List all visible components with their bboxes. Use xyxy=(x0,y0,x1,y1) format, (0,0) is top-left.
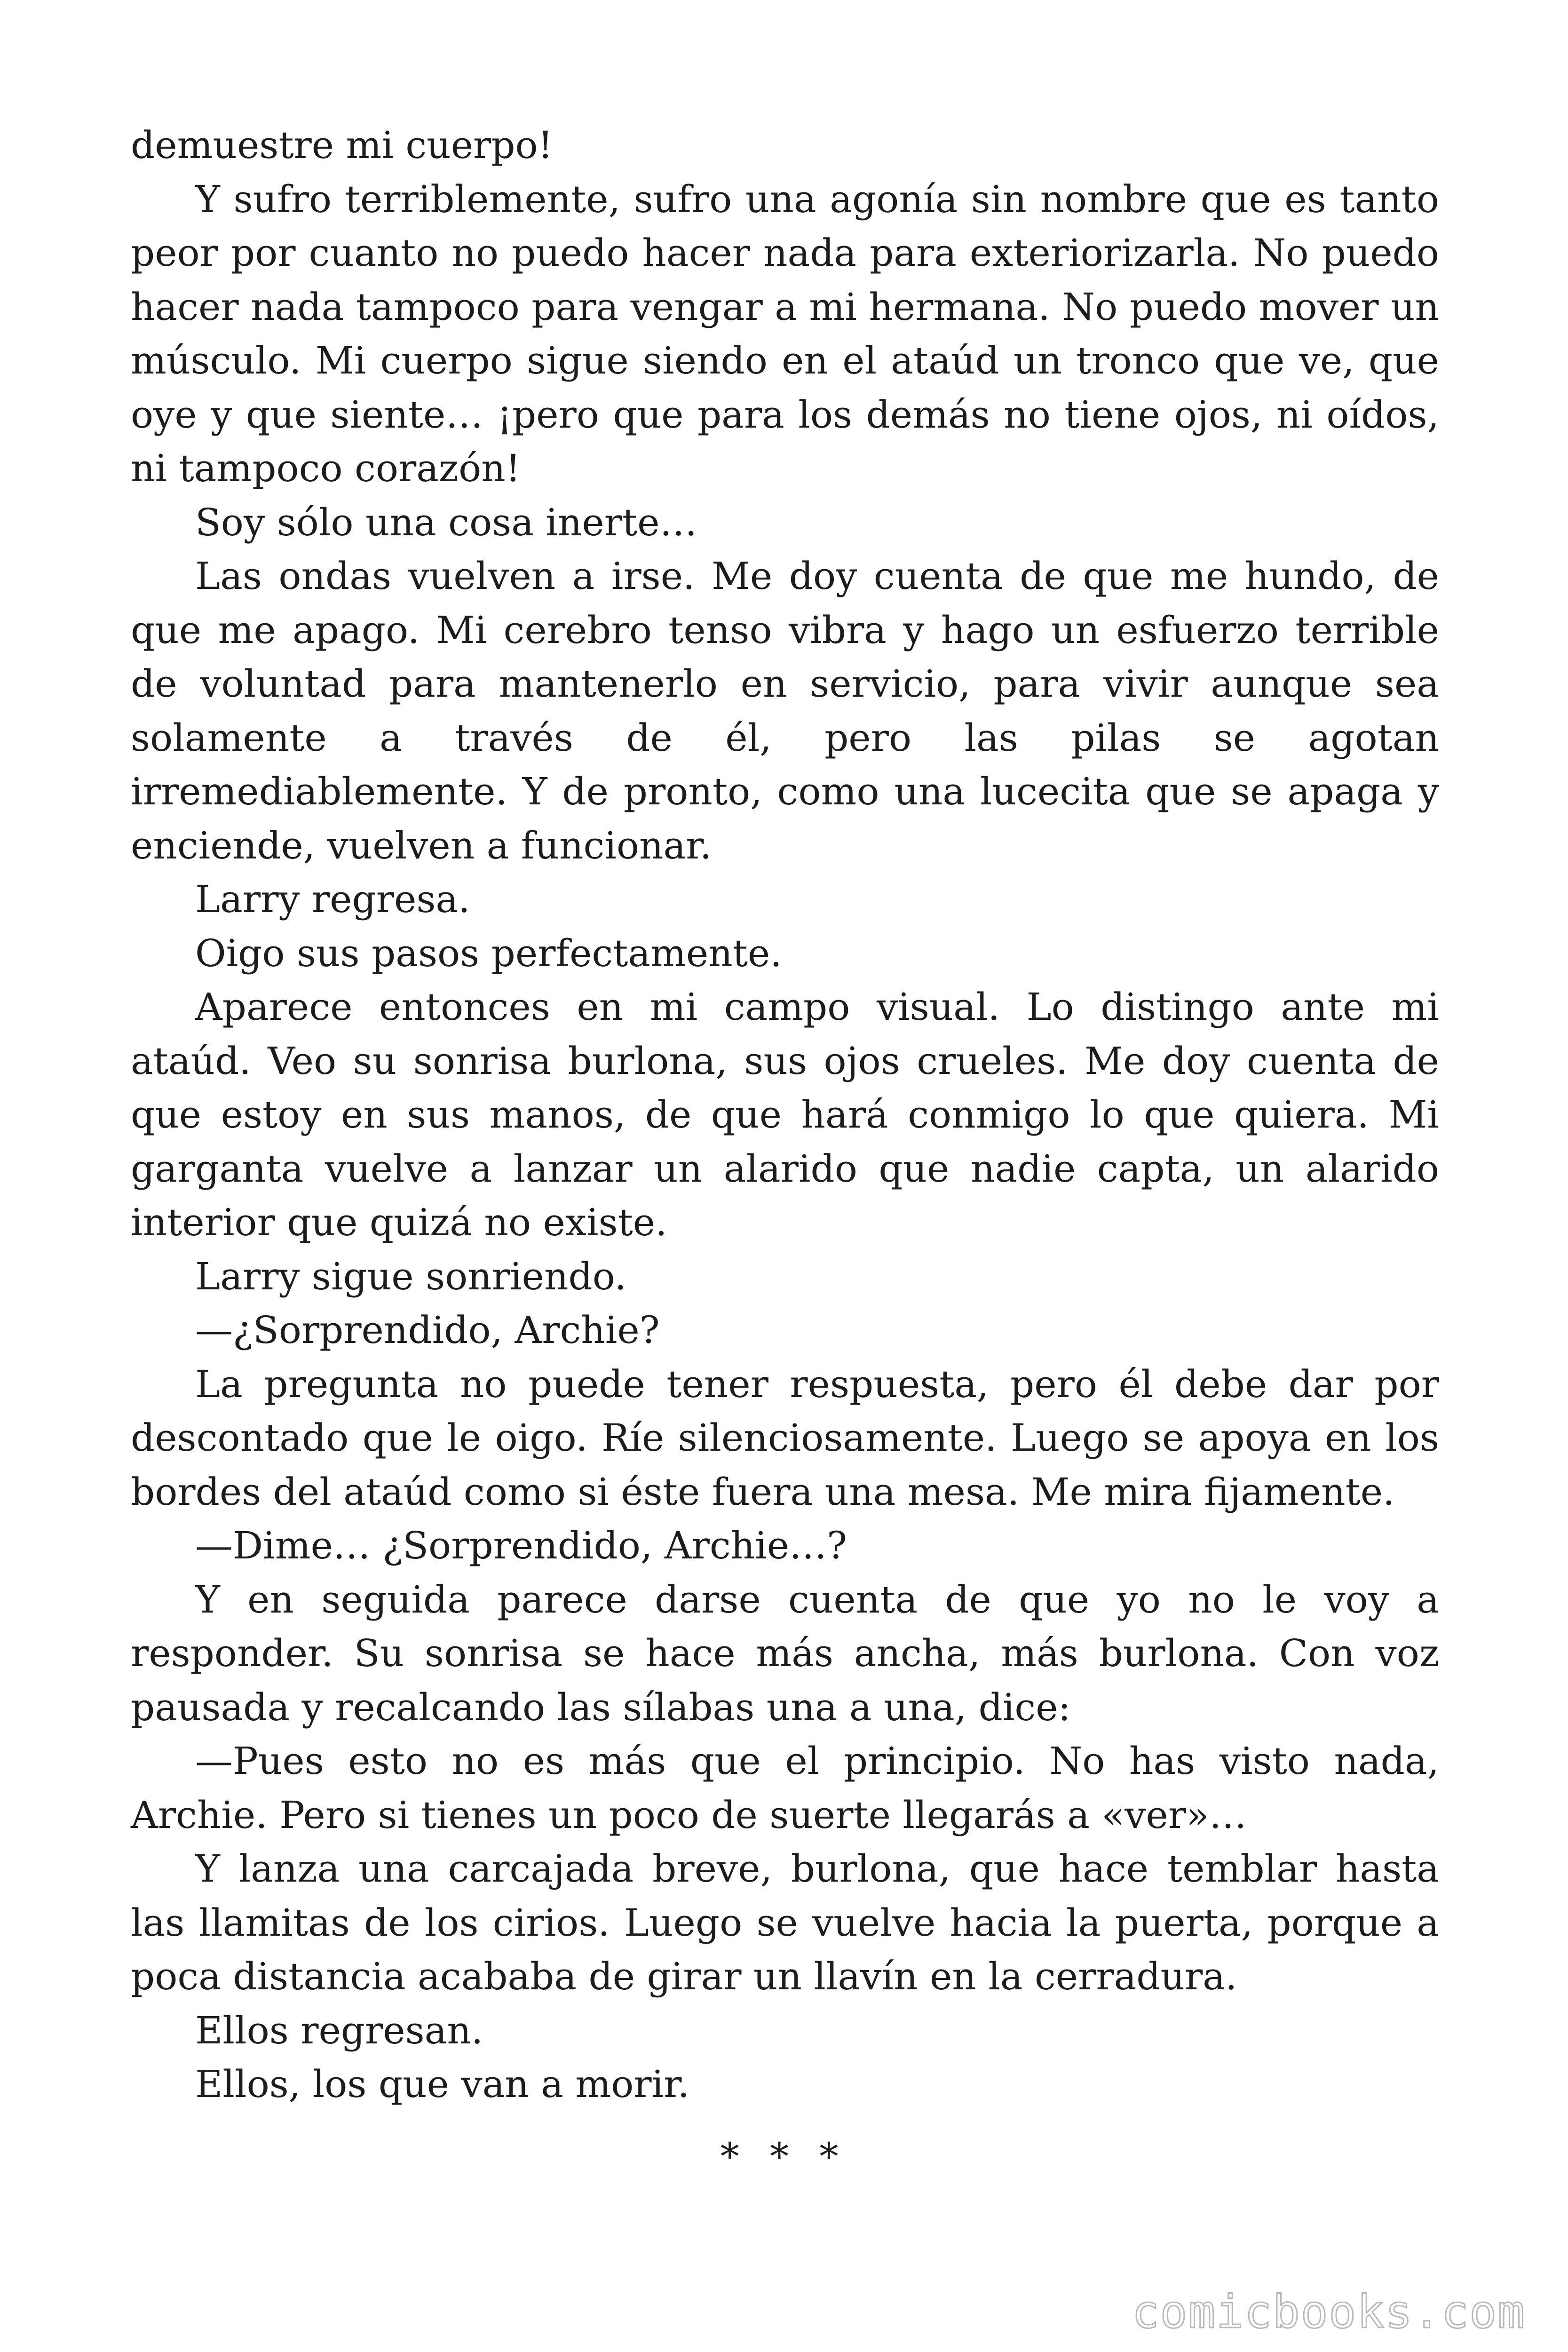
paragraph-8: Larry sigue sonriendo. xyxy=(195,1254,626,1298)
paragraph-9: —¿Sorprendido, Archie? xyxy=(195,1308,660,1352)
paragraph-11: —Dime… ¿Sorprendido, Archie…? xyxy=(195,1524,847,1567)
paragraph-4: Las ondas vuelven a irse. Me doy cuenta de que me hundo, de que me apago. Mi cerebro tenso vibra y hago un esfuerzo terrible de voluntad para mantenerlo en servicio, para vivir aunque sea solamente a través de él, pero las pilas se agotan irremediablemente. Y de pronto, como una lucecita que se apaga y enciende, vuelven a funcionar. xyxy=(131,554,1439,867)
page-body xyxy=(131,119,1439,2112)
section-separator: * * * xyxy=(720,2135,848,2178)
paragraph-13: —Pues esto no es más que el principio. No has visto nada, Archie. Pero si tienes un poco de suerte llegarás a «ver»… xyxy=(131,1739,1439,1837)
paragraph-6: Oigo sus pasos perfectamente. xyxy=(195,931,782,975)
paragraph-7: Aparece entonces en mi campo visual. Lo distingo ante mi ataúd. Veo su sonrisa burlona, sus ojos crueles. Me doy cuenta de que estoy en sus manos, de que hará conmigo lo que quiera. Mi garganta vuelve a lanzar un alarido que nadie capta, un alarido interior que quizá no existe. xyxy=(131,985,1439,1244)
paragraph-2: Y sufro terriblemente, sufro una agonía sin nombre que es tanto peor por cuanto no puedo hacer nada para exteriorizarla. No puedo hacer nada tampoco para vengar a mi hermana. No puedo mover un músculo. Mi cuerpo sigue siendo en el ataúd un tronco que ve, que oye y que siente… ¡pero que para los demás no tiene ojos, ni oídos, ni tampoco corazón! xyxy=(131,177,1439,490)
paragraph-10: La pregunta no puede tener respuesta, pero él debe dar por descontado que le oigo. Ríe silenciosamente. Luego se apoya en los bordes del ataúd como si éste fuera una mesa. Me mira fijamente. xyxy=(131,1362,1439,1514)
paragraph-3: Soy sólo una cosa inerte… xyxy=(195,500,697,544)
paragraph-16: Ellos, los que van a morir. xyxy=(195,2062,690,2106)
paragraph-15: Ellos regresan. xyxy=(195,2008,483,2052)
paragraph-14: Y lanza una carcajada breve, burlona, que hace temblar hasta las llamitas de los cirios. Luego se vuelve hacia la puerta, porque a poca distancia acababa de girar un llavín en la cerradura. xyxy=(131,1847,1439,1998)
paragraph-5: Larry regresa. xyxy=(195,877,470,921)
watermark-logo: comicbooks.com xyxy=(1132,2286,1526,2338)
paragraph-1: demuestre mi cuerpo! xyxy=(131,123,553,167)
paragraph-12: Y en seguida parece darse cuenta de que yo no le voy a responder. Su sonrisa se hace más ancha, más burlona. Con voz pausada y recalcando las sílabas una a una, dice: xyxy=(131,1577,1439,1729)
